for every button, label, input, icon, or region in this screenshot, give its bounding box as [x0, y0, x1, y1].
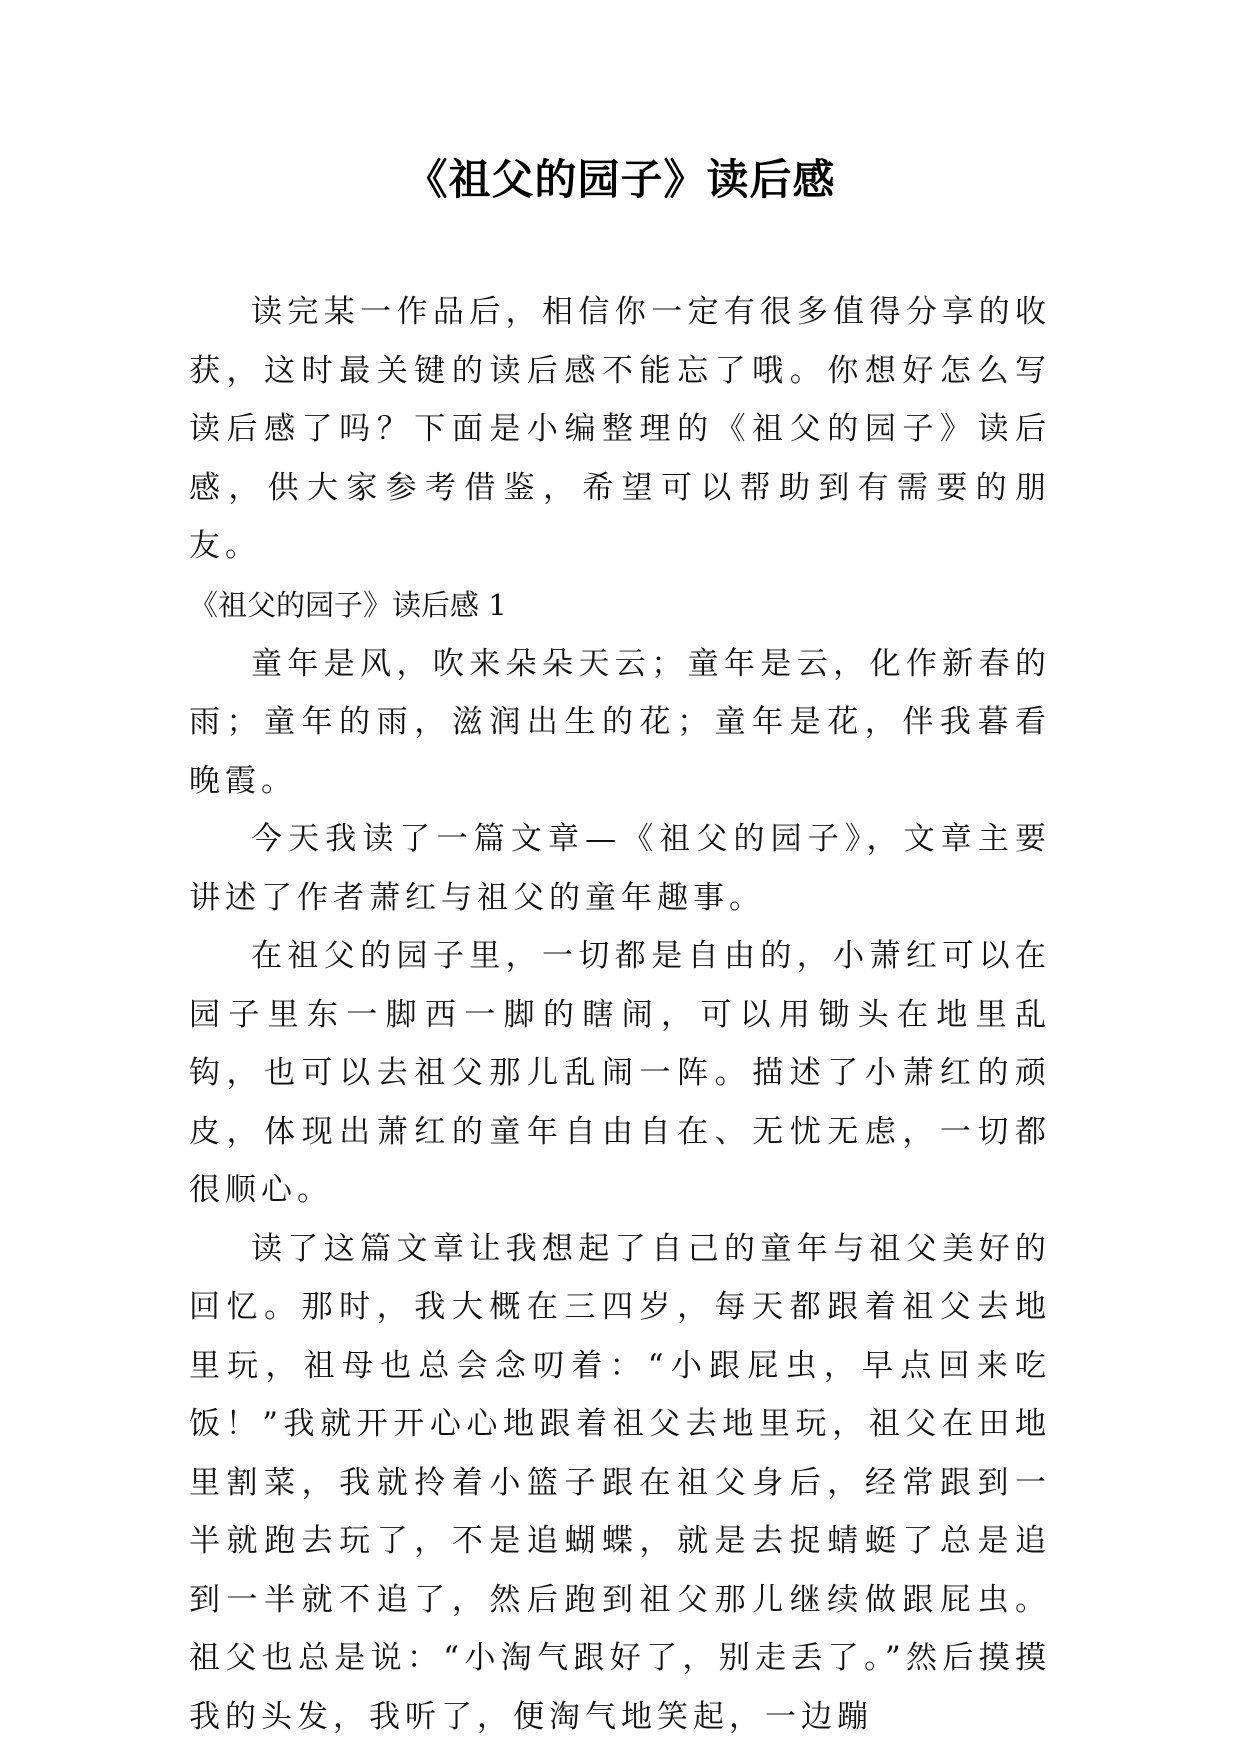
intro-paragraph: 读完某一作品后，相信你一定有很多值得分享的收获，这时最关键的读后感不能忘了哦。你想好怎么写读后感了吗？下面是小编整理的《祖父的园子》读后感，供大家参考借鉴，希望可以帮助到有需要的朋友。 — [189, 294, 1051, 564]
document-title: 《祖父的园子》读后感 — [405, 155, 836, 204]
article-section — [189, 576, 1051, 1746]
section-heading: 《祖父的园子》读后感 1 — [189, 588, 507, 622]
body-paragraph: 今天我读了一篇文章—《祖父的园子》，文章主要讲述了作者萧红与祖父的童年趣事。 — [189, 821, 1051, 916]
body-paragraph: 童年是风，吹来朵朵天云；童年是云，化作新春的雨；童年的雨，滋润出生的花；童年是花，伴我暮看晚霞。 — [189, 645, 1051, 799]
body-paragraph: 在祖父的园子里，一切都是自由的，小萧红可以在园子里东一脚西一脚的瞎闹，可以用锄头在地里乱钩，也可以去祖父那儿乱闹一阵。描述了小萧红的顽皮，体现出萧红的童年自由自在、无忧无虑，一切都很顺心。 — [189, 938, 1051, 1208]
body-paragraph: 读了这篇文章让我想起了自己的童年与祖父美好的回忆。那时，我大概在三四岁，每天都跟着祖父去地里玩，祖母也总会念叨着：“小跟屁虫，早点回来吃饭！”我就开开心心地跟着祖父去地里玩，祖父在田地里割菜，我就拎着小篮子跟在祖父身后，经常跟到一半就跑去玩了，不是追蝴蝶，就是去捉蜻蜓了总是追到一半就不追了，然后跑到祖父那儿继续做跟屁虫。祖父也总是说：“小淘气跟好了，别走丢了。”然后摸摸我的头发，我听了，便淘气地笑起，一边蹦 — [189, 1230, 1051, 1735]
